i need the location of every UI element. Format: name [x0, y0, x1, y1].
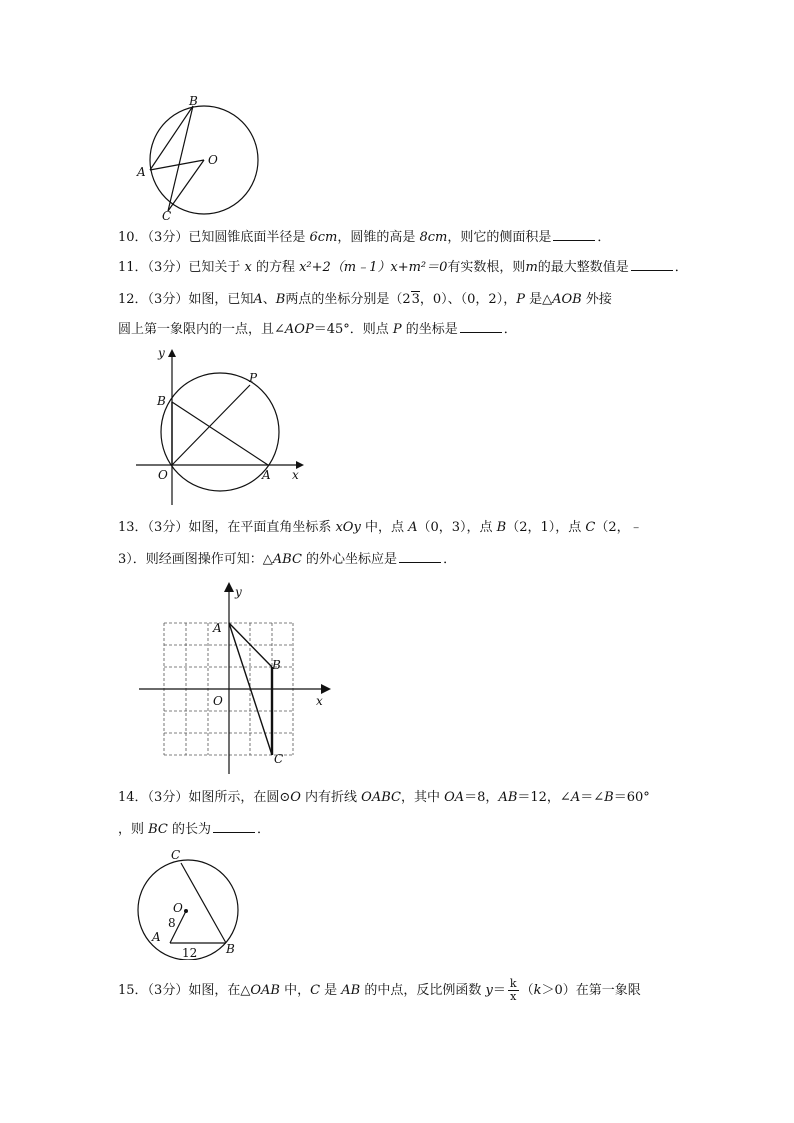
segment-op: [172, 385, 250, 465]
label-o: O: [158, 468, 168, 482]
label-b: B: [157, 394, 166, 408]
answer-blank[interactable]: [460, 320, 502, 333]
segment-ao: [150, 160, 204, 170]
segment-ba: [172, 402, 268, 465]
question-10: 10．（3分）已知圆锥底面半径是 6cm，圆锥的高是 8cm，则它的侧面积是 ．: [118, 230, 611, 245]
label-a: A: [213, 621, 222, 635]
label-o: O: [213, 694, 223, 708]
label-x: x: [292, 468, 299, 482]
label-ab-length: 12: [182, 946, 198, 960]
segment-bc: [168, 106, 193, 211]
x-axis-arrow: [321, 684, 331, 694]
question-13-line2: 3）．则经画图操作可知：△ABC 的外心坐标应是 ．: [118, 552, 457, 567]
label-p: P: [249, 371, 258, 385]
label-a: A: [262, 468, 271, 482]
label-x: x: [316, 694, 323, 708]
answer-blank[interactable]: [399, 550, 441, 563]
question-14: 14．（3分）如图所示，在圆⊙O 内有折线 OABC，其中 OA＝8，AB＝12，∠A＝∠B＝60°: [118, 790, 650, 805]
figure-q9: [130, 92, 270, 222]
question-11: 11．（3分）已知关于 x 的方程 x²+2（m﹣1）x+m²＝0有实数根，则m的最大整数值是 ．: [118, 260, 688, 275]
center-point: [184, 909, 188, 913]
question-12-line2: 圆上第一象限内的一点，且∠AOP＝45°．则点 P 的坐标是 ．: [118, 322, 517, 337]
label-o: O: [208, 153, 218, 167]
label-a: A: [137, 165, 146, 179]
answer-blank[interactable]: [213, 820, 255, 833]
figure-q13: [135, 580, 345, 780]
label-c: C: [162, 209, 172, 222]
label-a: A: [152, 930, 161, 944]
question-13: 13．（3分）如图，在平面直角坐标系 xOy 中，点 A（0，3），点 B（2，1），点 C（2，﹣: [118, 520, 643, 535]
y-axis-arrow: [168, 349, 176, 357]
segment-oc: [168, 160, 204, 211]
y-axis-arrow: [224, 582, 234, 592]
label-y: y: [235, 585, 242, 599]
figure-q12: [136, 345, 316, 510]
fraction-k-over-x: $\frac{k}{x}$: [509, 977, 517, 1003]
label-b: B: [272, 658, 281, 672]
label-y: y: [158, 346, 165, 360]
question-14-line2: ，则 BC 的长为 ．: [118, 822, 271, 837]
label-o: O: [173, 901, 183, 915]
label-c: C: [274, 752, 284, 766]
label-b: B: [226, 942, 235, 956]
question-12: 12．（3分）如图，已知A、B两点的坐标分别是（23，0）、（0，2），P 是△AOB 外接: [118, 292, 612, 307]
answer-blank[interactable]: [553, 228, 595, 241]
label-c: C: [171, 848, 181, 862]
question-15: 15．（3分）如图，在△OAB 中，C 是 AB 的中点，反比例函数 y＝ $\frac{k}{x}$ （k＞0）在第一象限: [118, 977, 641, 1003]
figure-q14: [135, 845, 250, 960]
segment-bc: [181, 863, 226, 943]
label-b: B: [189, 94, 198, 108]
answer-blank[interactable]: [631, 258, 673, 271]
label-oa-length: 8: [168, 916, 176, 930]
chord-ab: [150, 106, 193, 170]
